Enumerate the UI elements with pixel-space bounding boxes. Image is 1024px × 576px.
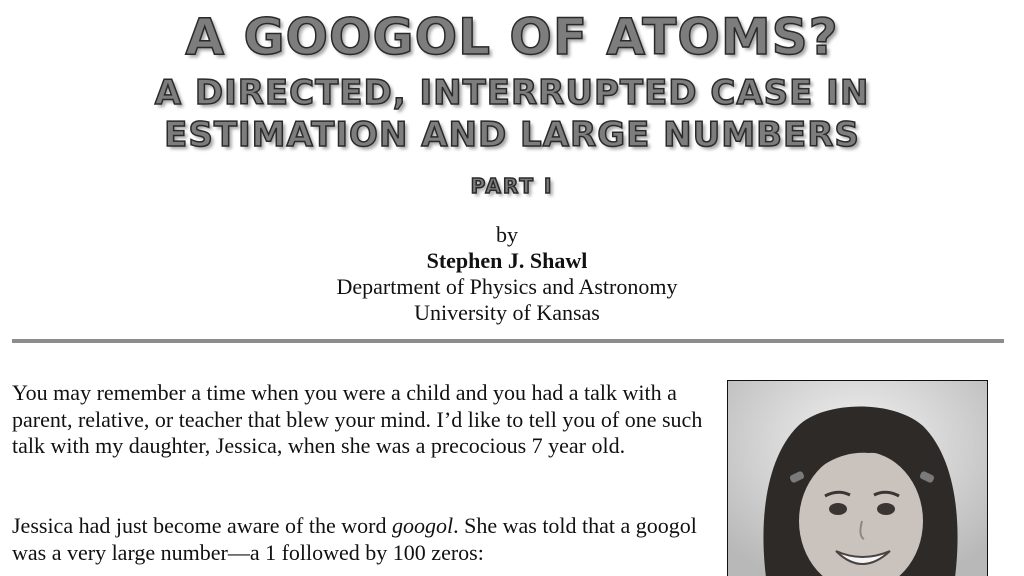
byline-by: by <box>496 222 518 247</box>
intro-paragraph: You may remember a time when you were a child and you had a talk with a parent, relative, or teacher that blew your mind. I’d like to tell you of one such talk with my daughter, Jessica, when she was a precocious 7 year old. <box>12 380 703 458</box>
part-label: PART I <box>470 174 554 198</box>
case-title: A GOOGOL OF ATOMS? <box>185 8 839 66</box>
googol-paragraph-end: . She was told that a googol was a very large number—a 1 followed by 100 zeros: <box>12 513 697 565</box>
author-department: Department of Physics and Astronomy <box>336 274 678 299</box>
googol-term: googol <box>391 513 454 538</box>
author-name: Stephen J. Shawl <box>426 248 588 273</box>
girl-photo-illustration <box>728 381 987 576</box>
author-university: University of Kansas <box>414 300 600 325</box>
case-subtitle-line1: A DIRECTED, INTERRUPTED CASE IN <box>154 73 870 113</box>
googol-paragraph <box>12 513 717 566</box>
girl-photo <box>727 380 988 576</box>
googol-paragraph-start: Jessica had just become aware of the word <box>12 513 392 538</box>
case-subtitle-line2: ESTIMATION AND LARGE NUMBERS <box>164 115 860 155</box>
horizontal-divider <box>12 339 1004 343</box>
